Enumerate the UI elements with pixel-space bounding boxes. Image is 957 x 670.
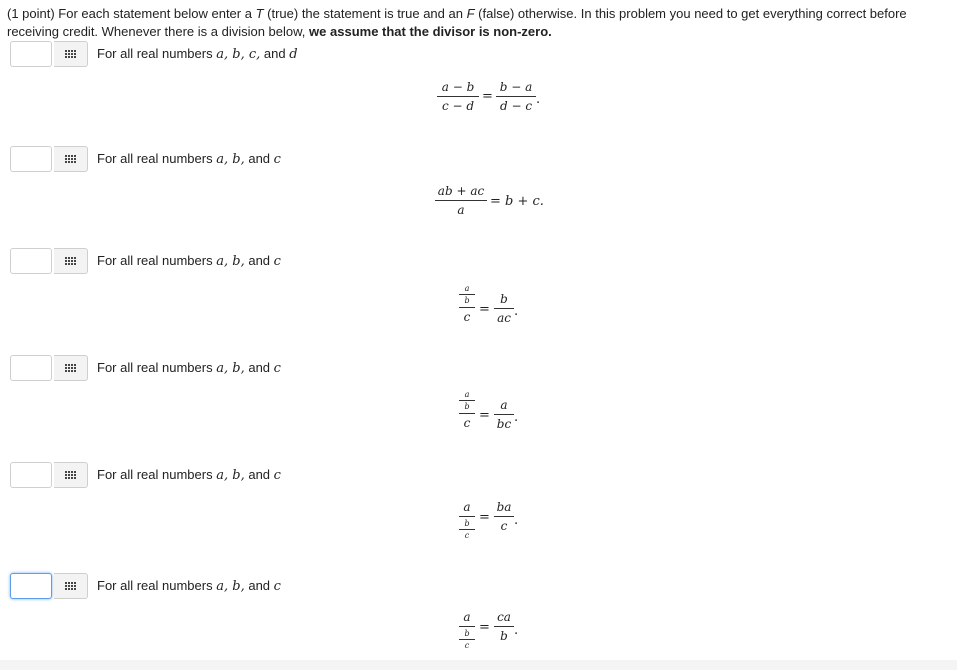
problem-intro xyxy=(7,5,947,41)
question-4 xyxy=(10,355,940,385)
eq2-left-fraction: ab + ac a xyxy=(435,184,487,217)
intro-text: (1 point) For each statement below enter a xyxy=(7,6,256,21)
answer-picker-1[interactable] xyxy=(54,41,88,67)
eq6-inner-fraction: b c xyxy=(459,629,475,650)
answer-input-5[interactable] xyxy=(10,462,52,488)
eq3-inner-fraction: a b xyxy=(459,284,475,305)
question-5 xyxy=(10,462,940,492)
eq1-equals: = xyxy=(482,89,493,104)
intro-text-3: (false) otherwise. In this problem you need to get everything correct before receiving credit. Whenever there is a division below, xyxy=(7,6,907,39)
answer-picker-2[interactable] xyxy=(54,146,88,172)
eq4-right-fraction: a bc xyxy=(494,398,514,431)
answer-picker-5[interactable] xyxy=(54,462,88,488)
eq5-left-fraction: a b c xyxy=(459,500,475,540)
intro-text-2: (true) the statement is true and an xyxy=(263,6,467,21)
bottom-strip xyxy=(0,660,957,670)
question-prompt-6: For all real numbers a, b, and c xyxy=(97,578,281,594)
eq4-left-fraction: a b c xyxy=(459,390,475,430)
grid-icon xyxy=(65,364,76,372)
eq6-left-fraction: a b c xyxy=(459,610,475,650)
eq5-right-fraction: ba c xyxy=(494,500,514,533)
answer-picker-4[interactable] xyxy=(54,355,88,381)
question-1 xyxy=(10,41,940,71)
question-6 xyxy=(10,573,940,603)
question-2 xyxy=(10,146,940,176)
true-letter: T xyxy=(255,6,264,21)
grid-icon xyxy=(65,582,76,590)
answer-input-1[interactable] xyxy=(10,41,52,67)
eq2-rhs: = b + c. xyxy=(490,194,544,209)
intro-bold-note: we assume that the divisor is non-zero. xyxy=(309,24,552,39)
grid-icon xyxy=(65,471,76,479)
eq1-left-fraction: a − b c − d xyxy=(437,80,479,113)
eq5-inner-fraction: b c xyxy=(459,519,475,540)
eq3-left-fraction: a b c xyxy=(459,284,475,324)
grid-icon xyxy=(65,155,76,163)
answer-input-4[interactable] xyxy=(10,355,52,381)
eq3-right-fraction: b ac xyxy=(494,292,514,325)
answer-input-3[interactable] xyxy=(10,248,52,274)
question-3 xyxy=(10,248,940,278)
eq4-inner-fraction: a b xyxy=(459,390,475,411)
question-prompt-3: For all real numbers a, b, and c xyxy=(97,253,281,269)
question-prompt-1: For all real numbers a, b, c, and d xyxy=(97,46,298,62)
question-prompt-2: For all real numbers a, b, and c xyxy=(97,151,281,167)
answer-picker-3[interactable] xyxy=(54,248,88,274)
question-prompt-5: For all real numbers a, b, and c xyxy=(97,467,281,483)
grid-icon xyxy=(65,257,76,265)
false-letter: F xyxy=(466,6,475,21)
grid-icon xyxy=(65,50,76,58)
answer-input-6[interactable] xyxy=(10,573,52,599)
answer-picker-6[interactable] xyxy=(54,573,88,599)
eq6-right-fraction: ca b xyxy=(494,610,514,643)
eq1-right-fraction: b − a d − c xyxy=(496,80,536,113)
question-prompt-4: For all real numbers a, b, and c xyxy=(97,360,281,376)
answer-input-2[interactable] xyxy=(10,146,52,172)
